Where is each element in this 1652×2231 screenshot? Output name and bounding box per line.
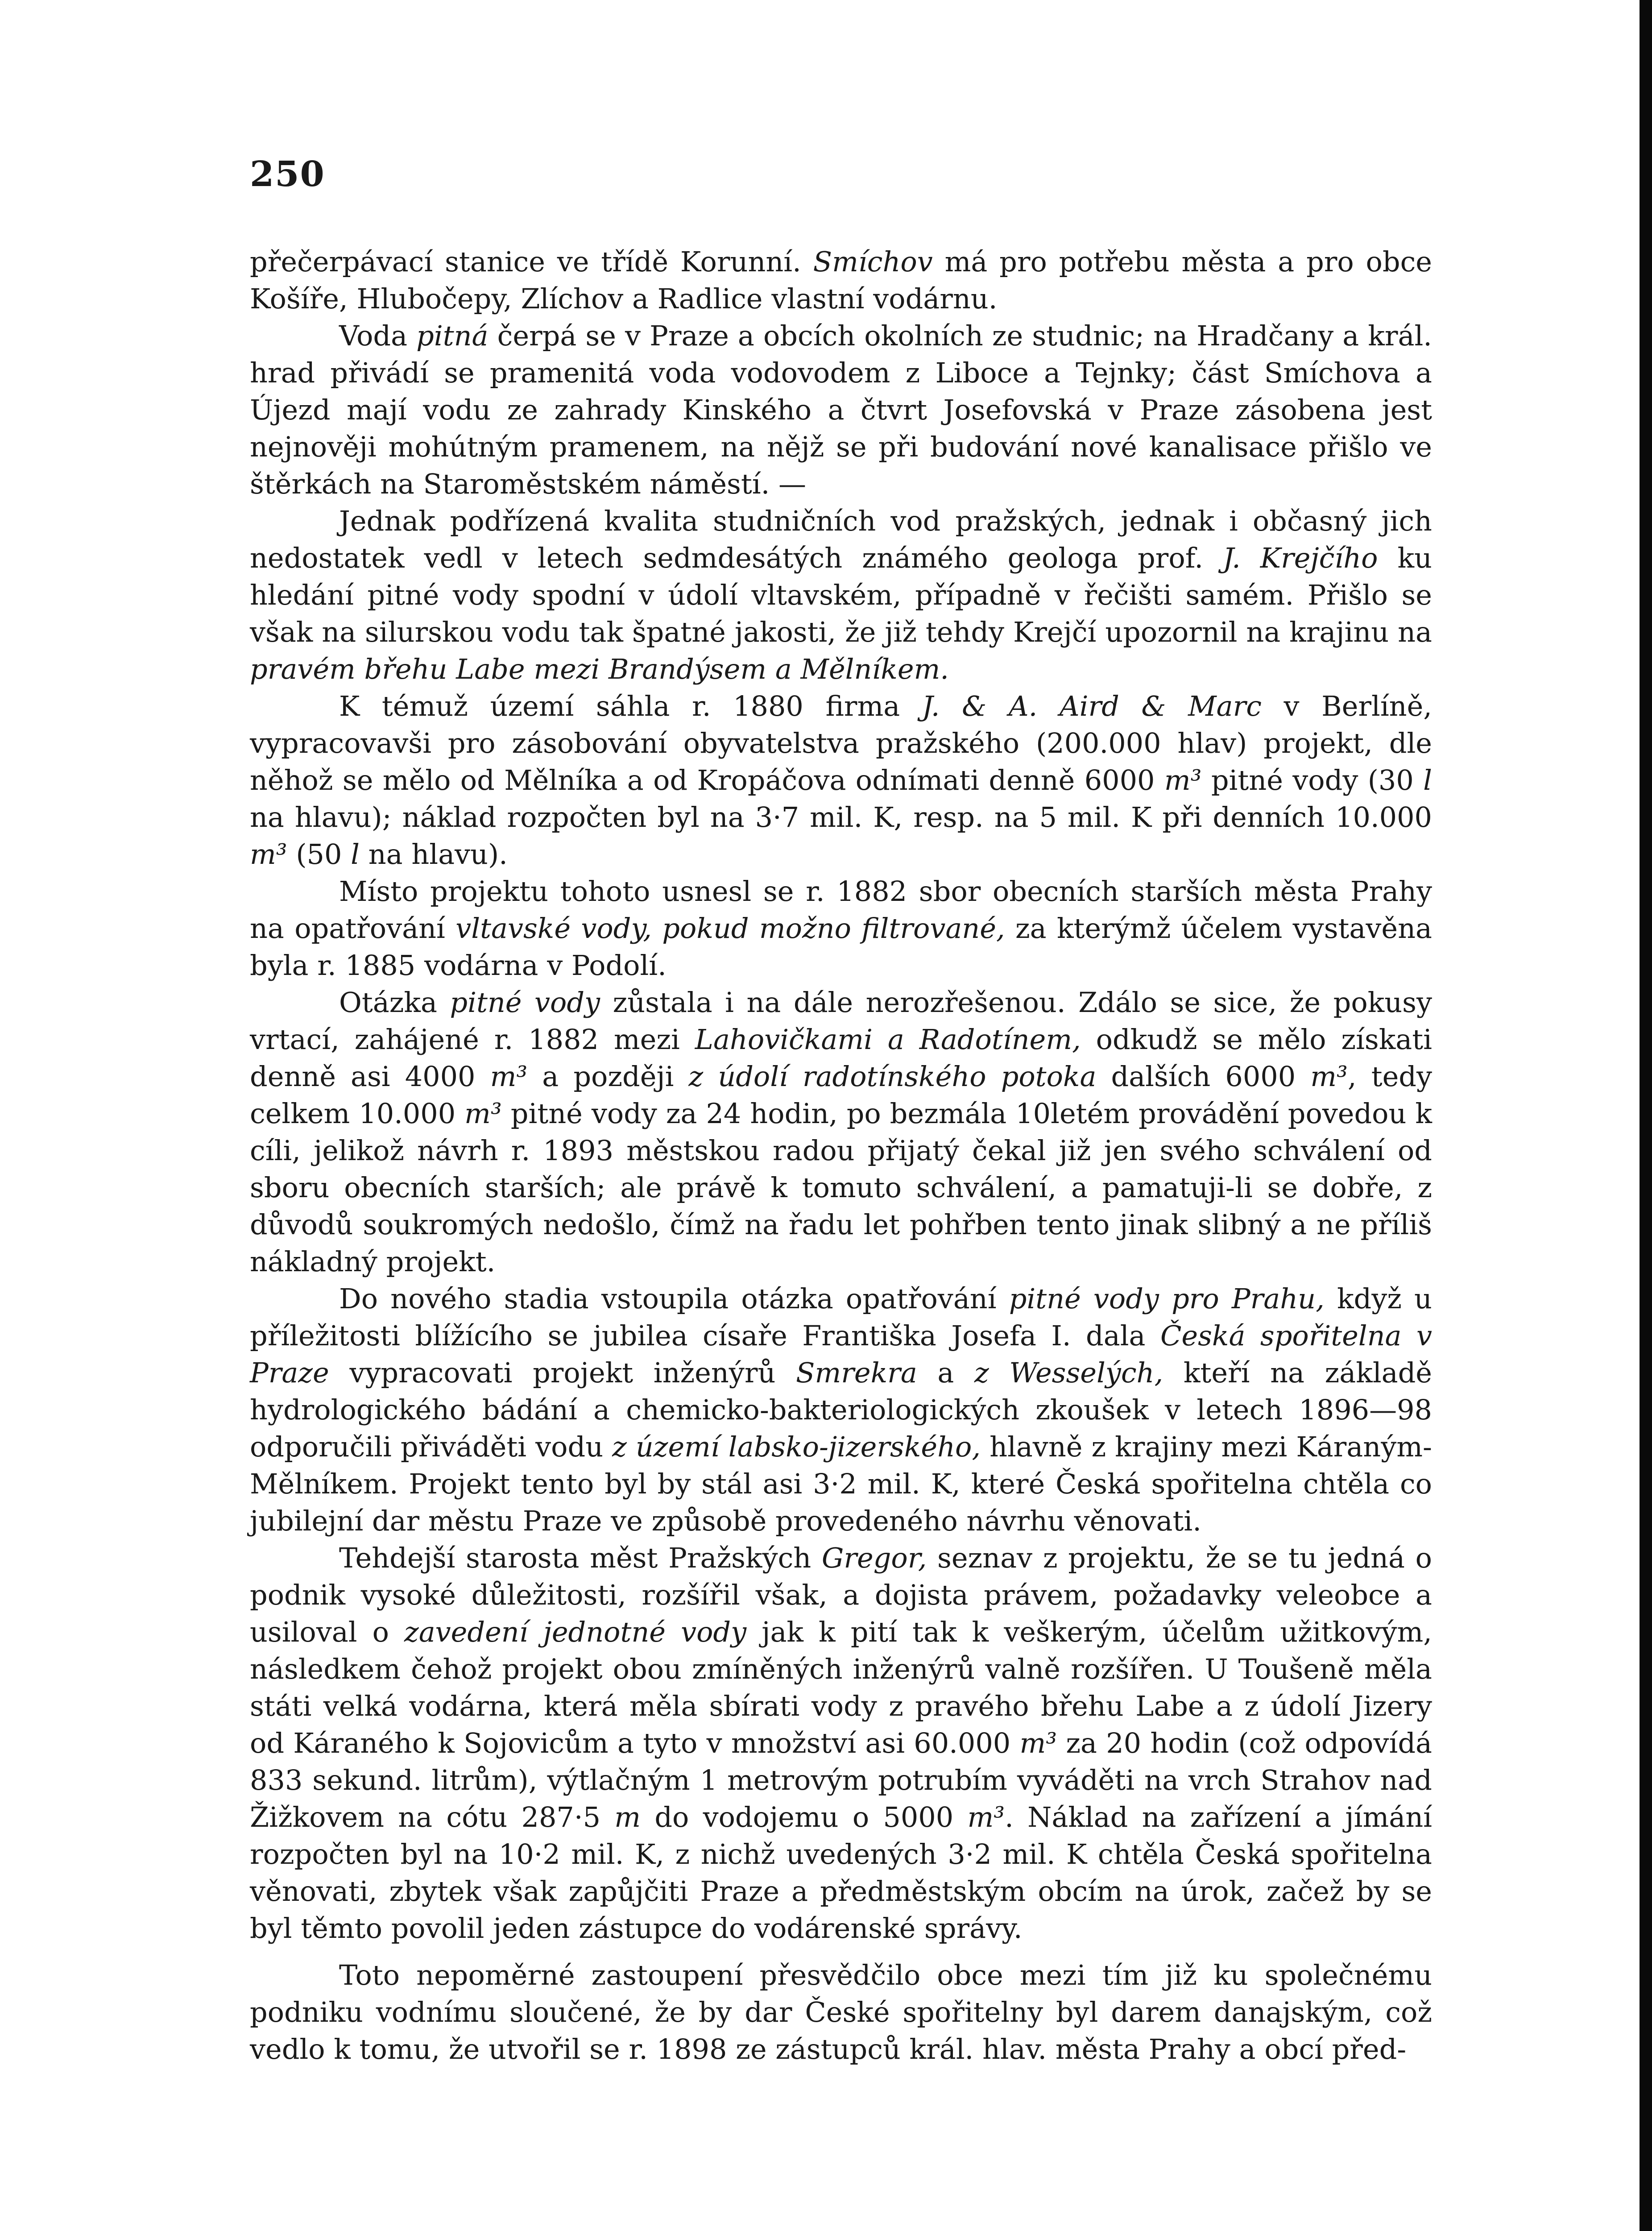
italic-text: m³ <box>1019 1727 1057 1759</box>
text-run: Toto nepoměrné zastoupení přesvědčilo obce mezi tím již ku společnému podniku vodnímu sloučené, že by dar České spořitelny byl darem danajským, což vedlo k tomu, že utvořil se r. 1898 ze zástupců král. hlav. města Prahy a obcí před- <box>250 1959 1432 2065</box>
text-run: v Berlíně, vypracovavši pro zásobování obyvatelstva pražského (200.000 hlav) projekt, dle něhož se mělo od Mělníka a od Kropáčova odnímati denně 6000 <box>250 690 1432 796</box>
paragraph <box>250 502 1432 688</box>
text-run: dalších 6000 <box>1096 1060 1311 1093</box>
text-run: Místo projektu tohoto usnesl se r. 1882 sbor obecních starších města Prahy na opatřování <box>250 875 1432 945</box>
italic-text: Gregor, <box>821 1542 927 1574</box>
paragraph <box>250 873 1432 984</box>
text-run: Do nového stadia vstoupila otázka opatřování <box>339 1282 1009 1315</box>
text-run: a později <box>527 1060 689 1093</box>
text-run: (50 <box>287 838 351 871</box>
text-run: na hlavu). <box>360 838 508 871</box>
italic-text: Smíchov <box>813 245 933 278</box>
italic-text: m³ <box>967 1801 1005 1833</box>
paragraph <box>250 1280 1432 1539</box>
paragraph <box>250 688 1432 873</box>
text-run: odkudž se mělo získati denně asi 4000 <box>250 1023 1432 1093</box>
italic-text: Česká spořitelna v Praze <box>250 1319 1433 1389</box>
italic-text: J. & A. Aird & Marc <box>922 690 1262 722</box>
text-run: jak k pití tak k veškerým, účelům užitkovým, následkem čehož projekt obou zmíněných inženýrů valně rozšířen. U Toušeně měla státi velká vodárna, která měla sbírati vody z pravého břehu Labe a z údolí Jizery od Káraného k Sojovicům a tyto v množství asi 60.000 <box>250 1616 1432 1759</box>
italic-text: m³ <box>464 1097 502 1130</box>
text-run: pitné vody (30 <box>1201 764 1424 796</box>
page-edge-border <box>1640 0 1652 2231</box>
text-run: za kterýmž účelem vystavěna byla r. 1885 vodárna v Podolí. <box>250 912 1433 982</box>
text-run: přečerpávací stanice ve třídě Korunní. <box>250 245 813 278</box>
italic-text: m³ <box>1164 764 1202 796</box>
paragraph <box>250 317 1432 502</box>
paragraph <box>250 984 1432 1280</box>
text-run: pitné vody za 24 hodin, po bezmála 10letém provádění povedou k cíli, jelikož návrh r. 1893 městskou radou přijatý čekal již jen svého schválení od sboru obecních starších; ale právě k tomuto schválení, a pamatuji-li se dobře, z důvodů soukromých nedošlo, čímž na řadu let pohřben tento jinak slibný a ne příliš nákladný projekt. <box>250 1097 1432 1278</box>
italic-text: m³ <box>250 838 287 871</box>
italic-text: Lahovičkami a Radotínem, <box>695 1023 1081 1056</box>
text-run: do vodojemu o 5000 <box>641 1801 968 1833</box>
italic-text: m³ <box>1310 1060 1348 1093</box>
text-run: Otázka <box>339 986 450 1019</box>
text-run: Jednak podřízená kvalita studničních vod pražských, jednak i občasný jich nedostatek vedl v letech sedmdesátých známého geologa prof. <box>250 505 1432 574</box>
italic-text: z údolí radotínského potoka <box>688 1060 1097 1093</box>
body-text <box>250 243 1432 2068</box>
text-run: kteří na základě hydrologického bádání a chemicko-bakteriologických zkoušek v letech 1896—98 odporučili přiváděti vodu <box>250 1356 1432 1463</box>
text-run: . Náklad na zařízení a jímání rozpočten byl na 10·2 mil. K, z nichž uvedených 3·2 mil. K chtěla Česká spořitelna věnovati, zbytek však zapůjčiti Praze a předměstským obcím na úrok, začež by se byl těmto povolil jeden zástupce do vodárenské správy. <box>250 1801 1432 1945</box>
italic-text: l <box>1423 764 1432 796</box>
text-run: seznav z projektu, že se tu jedná o podnik vysoké důležitosti, rozšířil však, a dojista právem, požadavky veleobce a usiloval o <box>250 1542 1432 1648</box>
text-run: Voda <box>339 319 417 352</box>
paragraph <box>250 1539 1432 1947</box>
italic-text: Smrekra <box>796 1356 917 1389</box>
italic-text: vltavské vody, pokud možno filtrované, <box>455 912 1005 945</box>
text-run: a <box>917 1356 974 1389</box>
text-run: hlavně z krajiny mezi Káraným-Mělníkem. Projekt tento byl by stál asi 3·2 mil. K, které Česká spořitelna chtěla co jubilejní dar městu Praze ve způsobě provedeného návrhu věnovati. <box>250 1431 1432 1537</box>
text-run: , tedy celkem 10.000 <box>250 1060 1433 1130</box>
text-run: vypracovati projekt inženýrů <box>329 1356 796 1389</box>
text-run: čerpá se v Praze a obcích okolních ze studnic; na Hradčany a král. hrad přivádí se pramenitá voda vodovodem z Liboce a Tejnky; část Smíchova a Újezd mají vodu ze zahrady Kinského a čtvrt Josefovská v Praze zásobena jest nejnověji mohútným pramenem, na nějž se při budování nové kanalisace přišlo ve štěrkách na Staroměstském náměstí. — <box>250 319 1432 500</box>
italic-text: z Wesselých, <box>974 1356 1163 1389</box>
paragraph <box>250 243 1432 317</box>
text-run: na hlavu); náklad rozpočten byl na 3·7 mil. K, resp. na 5 mil. K při denních 10.000 <box>250 801 1432 834</box>
italic-text: pravém břehu Labe mezi Brandýsem a Mělníkem. <box>250 653 949 685</box>
italic-text: z území labsko-jizerského, <box>612 1431 981 1463</box>
text-run: za 20 hodin (což odpovídá 833 sekund. litrům), výtlačným 1 metrovým potrubím vyváděti na vrch Strahov nad Žižkovem na cótu 287·5 <box>250 1727 1432 1833</box>
italic-text: zavedení jednotné vody <box>404 1616 747 1648</box>
page-number: 250 <box>250 154 325 195</box>
italic-text: pitné vody pro Prahu, <box>1009 1282 1325 1315</box>
italic-text: pitné vody <box>450 986 600 1019</box>
text-run: ku hledání pitné vody spodní v údolí vltavském, případně v řečišti samém. Přišlo se však na silurskou vodu tak špatné jakosti, že již tehdy Krejčí upozornil na krajinu na <box>250 542 1432 648</box>
italic-text: J. Krejčího <box>1223 542 1378 574</box>
text-run: když u příležitosti blížícího se jubilea císaře Františka Josefa I. dala <box>250 1282 1432 1352</box>
text-run: má pro potřebu města a pro obce Košíře, Hlubočepy, Zlíchov a Radlice vlastní vodárnu. <box>250 245 1432 315</box>
text-run: K témuž území sáhla r. 1880 firma <box>339 690 922 722</box>
italic-text: m³ <box>490 1060 528 1093</box>
italic-text: l <box>351 838 360 871</box>
text-run: Tehdejší starosta měst Pražských <box>339 1542 822 1574</box>
italic-text: m <box>614 1801 641 1833</box>
italic-text: pitná <box>416 319 489 352</box>
text-run: zůstala i na dále nerozřešenou. Zdálo se sice, že pokusy vrtací, zahájené r. 1882 mezi <box>250 986 1432 1056</box>
paragraph <box>250 1957 1432 2068</box>
